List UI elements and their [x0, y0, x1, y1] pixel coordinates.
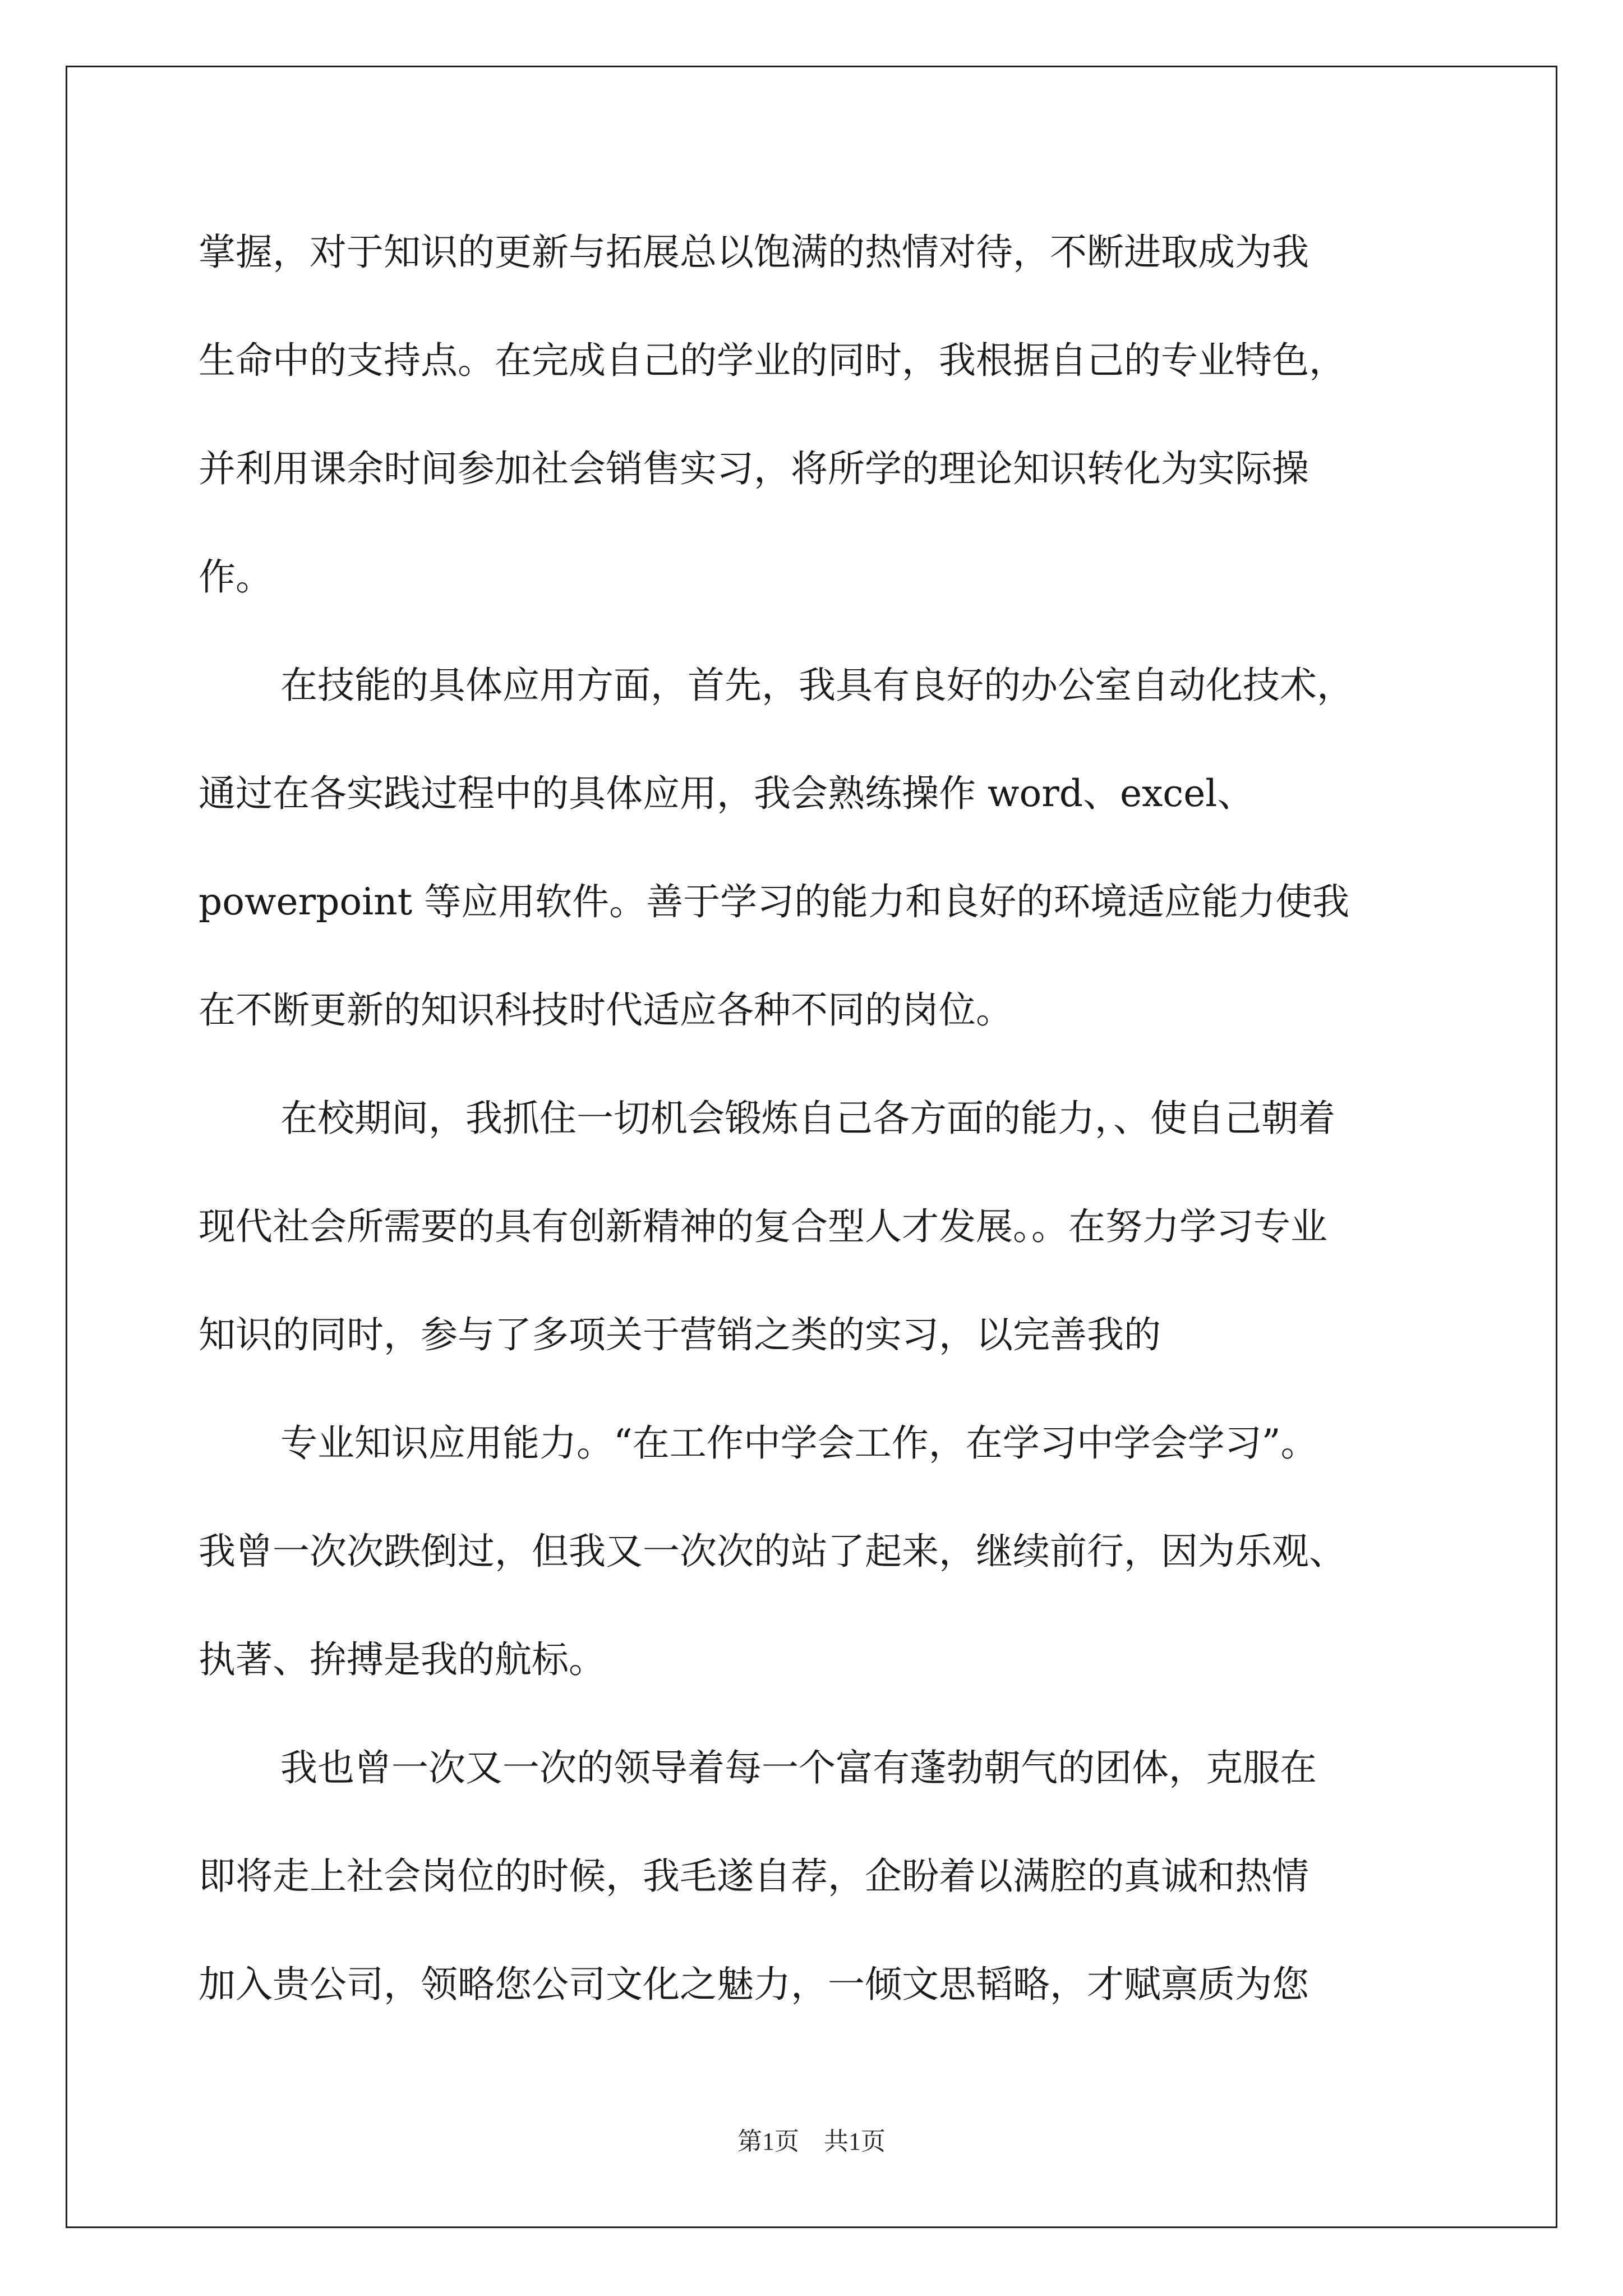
text-line: 即将走上社会岗位的时候，我毛遂自荐，企盼着以满腔的真诚和热情 — [199, 1855, 1309, 1898]
text-line: 现代社会所需要的具有创新精神的复合型人才发展。。在努力学习专业 — [199, 1205, 1327, 1248]
paragraph-first-line: 在技能的具体应用方面，首先，我具有良好的办公室自动化技术， — [280, 664, 1354, 707]
text-line: 知识的同时，参与了多项关于营销之类的实习，以完善我的 — [199, 1313, 1161, 1356]
text-line: powerpoint 等应用软件。善于学习的能力和良好的环境适应能力使我 — [199, 880, 1350, 923]
text-line: 生命中的支持点。在完成自己的学业的同时，我根据自己的专业特色， — [199, 339, 1346, 382]
text-line: 并利用课余时间参加社会销售实习，将所学的理论知识转化为实际操 — [199, 447, 1309, 490]
page-number-footer: 第1页 共1页 — [737, 2128, 886, 2155]
text-line: 执著、拚搏是我的航标。 — [199, 1638, 606, 1681]
text-line: 加入贵公司，领略您公司文化之魅力，一倾文思韬略，才赋禀质为您 — [199, 1963, 1309, 2006]
text-line: 我曾一次次跌倒过，但我又一次次的站了起来，继续前行，因为乐观、 — [199, 1530, 1346, 1573]
text-line: 作。 — [199, 555, 273, 599]
paragraph-first-line: 在校期间，我抓住一切机会锻炼自己各方面的能力，、使自己朝着 — [280, 1097, 1335, 1140]
paragraph-first-line: 我也曾一次又一次的领导着每一个富有蓬勃朝气的团体，克服在 — [280, 1746, 1317, 1789]
text-line: 在不断更新的知识科技时代适应各种不同的岗位。 — [199, 988, 1013, 1032]
text-line: 通过在各实践过程中的具体应用，我会熟练操作 word、excel、 — [199, 772, 1255, 815]
text-line: 掌握，对于知识的更新与拓展总以饱满的热情对待，不断进取成为我 — [199, 231, 1309, 274]
paragraph-first-line: 专业知识应用能力。“在工作中学会工作，在学习中学会学习”。 — [280, 1421, 1318, 1465]
